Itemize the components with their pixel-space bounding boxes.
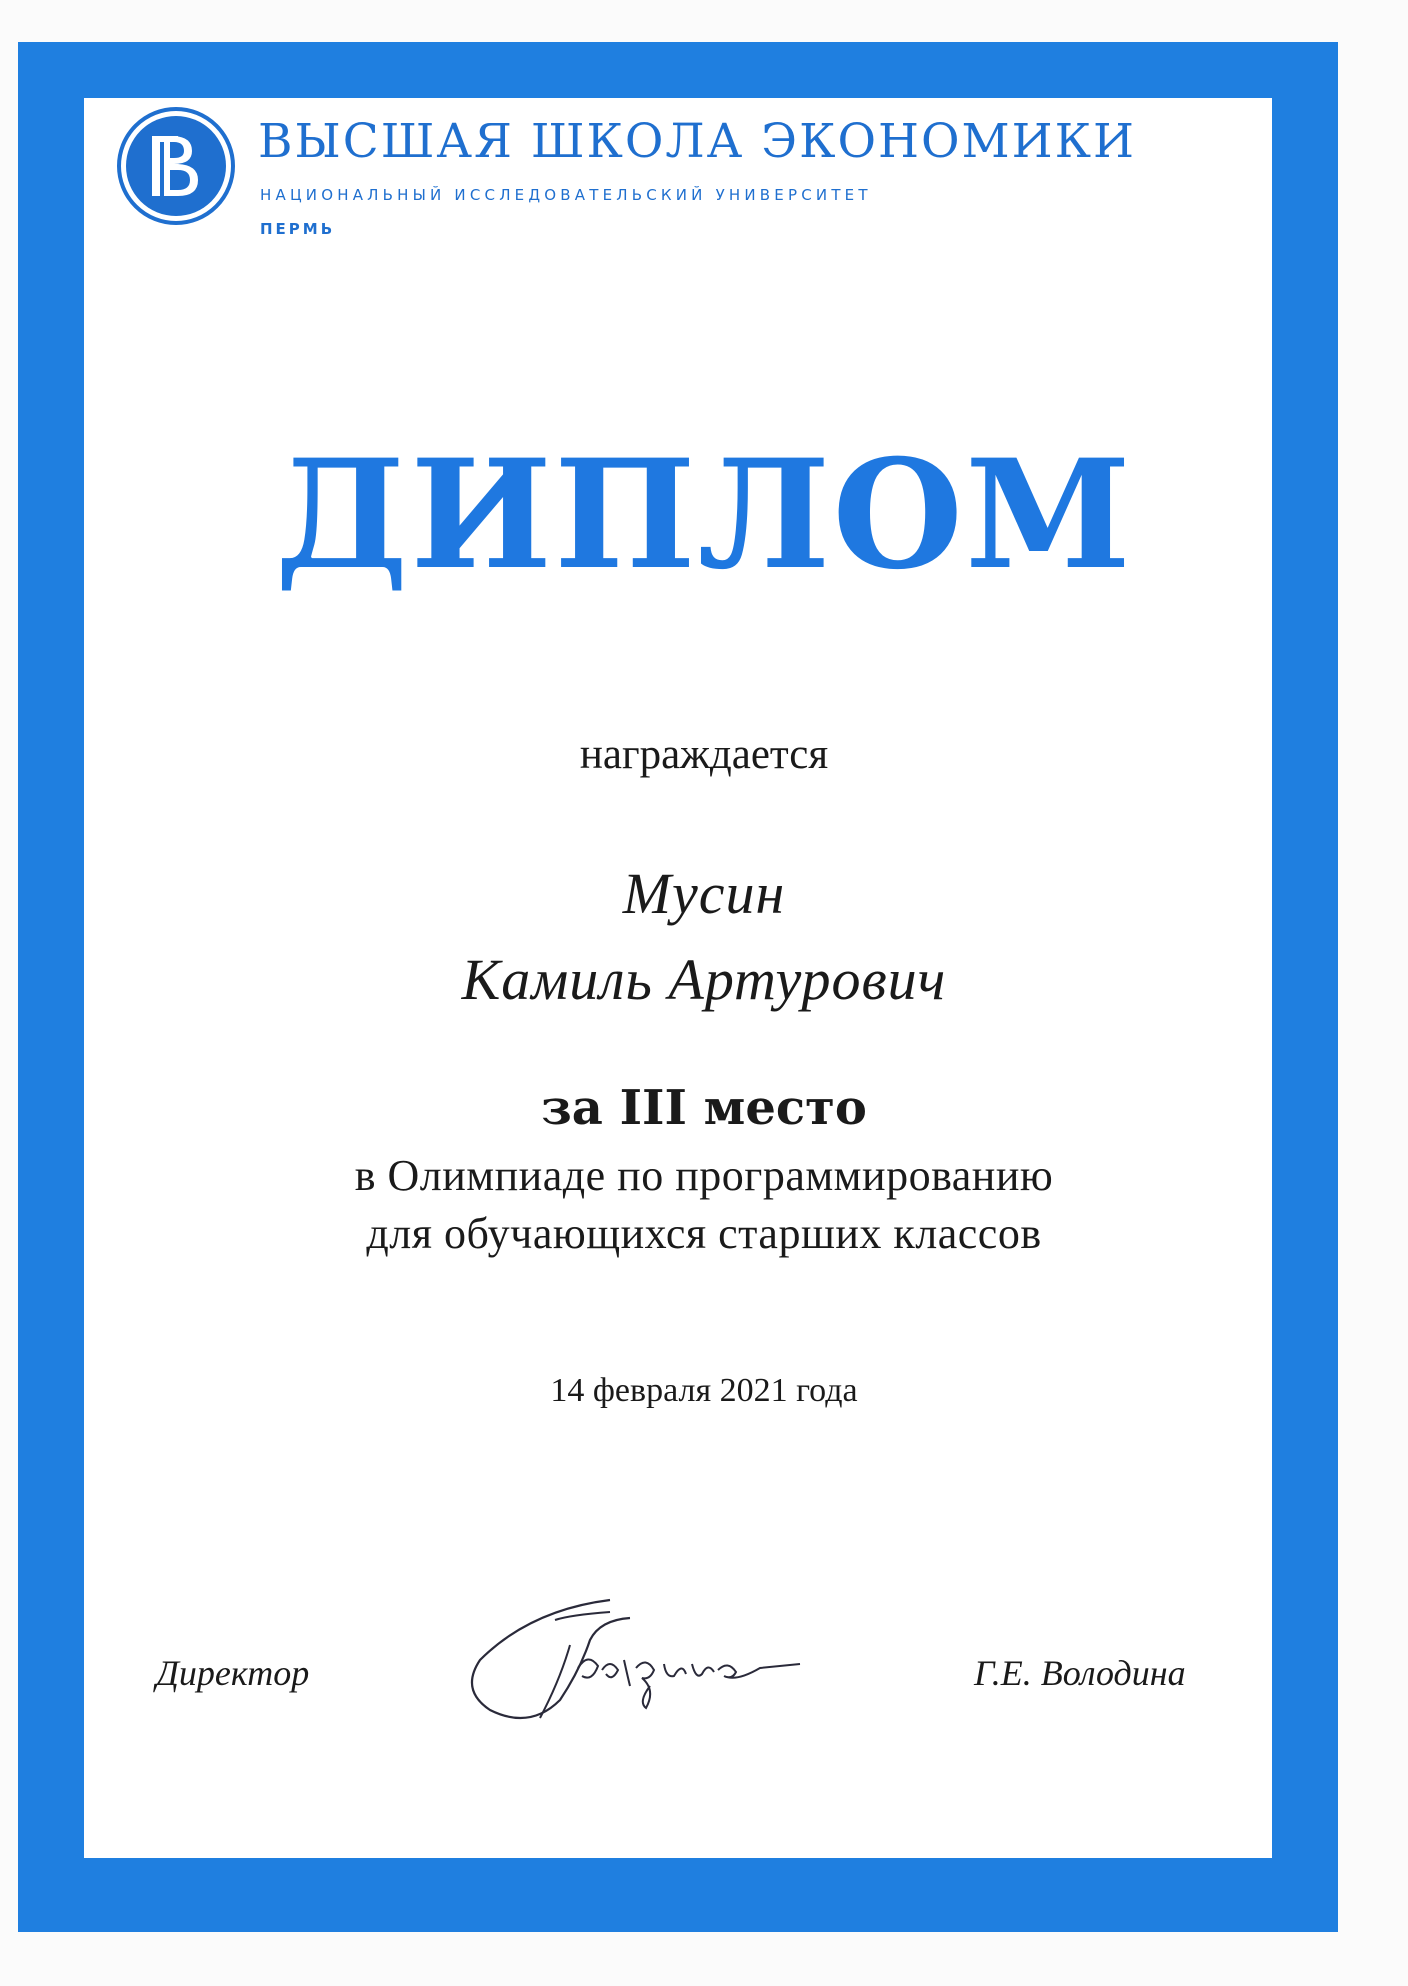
award-date: 14 февраля 2021 года <box>550 1372 858 1409</box>
award-description-line2: для обучающихся старших классов <box>366 1209 1042 1258</box>
award-description-line1: в Олимпиаде по программированию <box>354 1151 1054 1200</box>
hse-logo-icon <box>116 106 236 226</box>
recipient-last-name: Мусин <box>622 861 786 926</box>
handwritten-signature <box>460 1590 850 1740</box>
diploma-title: ДИПЛОМ <box>274 427 1134 603</box>
recipient-first-names: Камиль Артурович <box>461 947 947 1012</box>
award-place: за III место <box>541 1080 867 1136</box>
university-subtitle: НАЦИОНАЛЬНЫЙ ИССЛЕДОВАТЕЛЬСКИЙ УНИВЕРСИТЕТ <box>260 186 872 204</box>
university-name: ВЫСШАЯ ШКОЛА ЭКОНОМИКИ <box>258 114 1137 169</box>
awarded-text: награждается <box>579 731 829 778</box>
campus-name: ПЕРМЬ <box>260 220 336 238</box>
signer-name: Г.Е. Володина <box>974 1653 1186 1693</box>
signer-role: Директор <box>156 1653 310 1693</box>
university-header <box>116 106 1137 266</box>
